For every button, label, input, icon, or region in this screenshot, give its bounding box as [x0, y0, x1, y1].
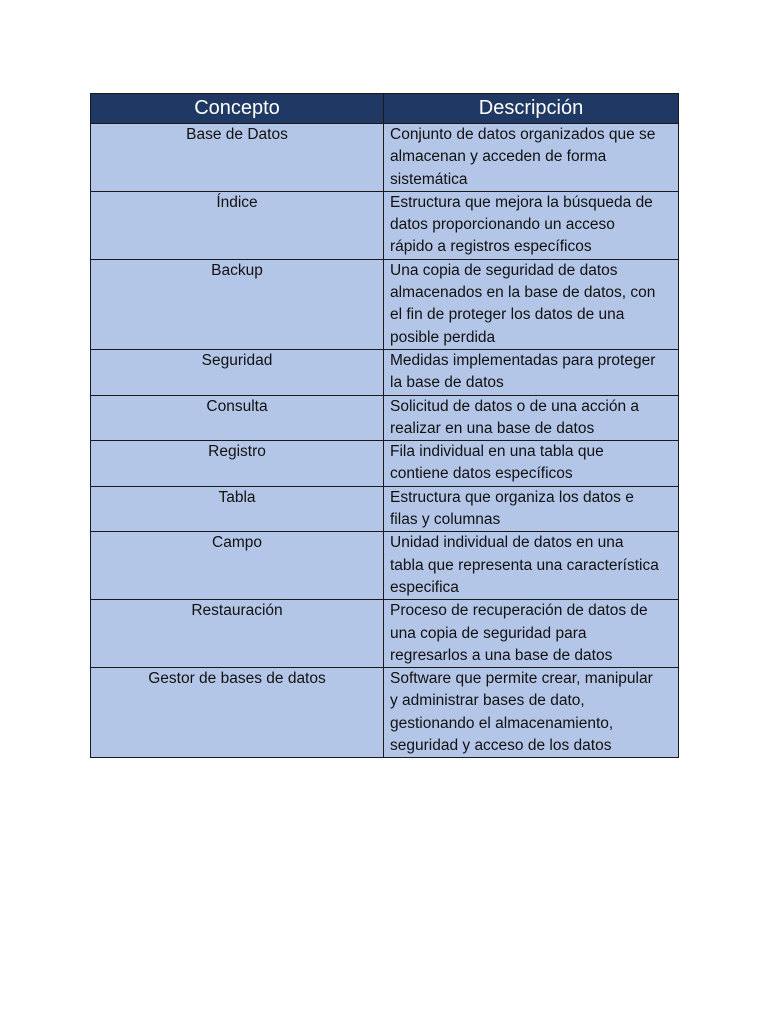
- table-row: [91, 349, 679, 395]
- concept-cell: Consulta: [91, 395, 384, 441]
- description-line: Proceso de recuperación de datos de: [390, 602, 648, 620]
- description-cell: [384, 600, 679, 668]
- description-cell: [384, 532, 679, 600]
- description-line: y administrar bases de dato,: [390, 692, 585, 710]
- table-row: [91, 532, 679, 600]
- description-line: Unidad individual de datos en una: [390, 534, 624, 552]
- description-line: especifica: [390, 578, 459, 596]
- description-line: una copia de seguridad para: [390, 624, 587, 642]
- description-line: Estructura que organiza los datos e: [390, 488, 634, 506]
- description-line: posible perdida: [390, 328, 496, 346]
- description-line: realizar en una base de datos: [390, 419, 595, 437]
- description-line: tabla que representa una característica: [390, 556, 659, 574]
- column-header-descripcion: Descripción: [384, 94, 679, 124]
- description-cell: [384, 191, 679, 259]
- column-header-concepto: Concepto: [91, 94, 384, 124]
- description-line: regresarlos a una base de datos: [390, 646, 613, 664]
- description-cell: [384, 349, 679, 395]
- description-line: filas y columnas: [390, 511, 501, 529]
- table-body: [91, 124, 679, 758]
- description-line: Software que permite crear, manipular: [390, 670, 653, 688]
- table-row: [91, 486, 679, 532]
- concept-cell: Tabla: [91, 486, 384, 532]
- concept-cell: Seguridad: [91, 349, 384, 395]
- table-row: [91, 259, 679, 349]
- concept-cell: Índice: [91, 191, 384, 259]
- description-cell: [384, 441, 679, 487]
- description-line: Conjunto de datos organizados que se: [390, 126, 656, 143]
- description-line: almacenados en la base de datos, con: [390, 284, 656, 302]
- concept-cell: Base de Datos: [91, 124, 384, 192]
- description-cell: [384, 668, 679, 758]
- concept-table: [90, 93, 679, 758]
- concept-cell: Restauración: [91, 600, 384, 668]
- description-line: el fin de proteger los datos de una: [390, 306, 625, 324]
- description-cell: [384, 486, 679, 532]
- description-line: la base de datos: [390, 374, 504, 392]
- concept-cell: Registro: [91, 441, 384, 487]
- concept-table-container: [90, 93, 678, 758]
- table-row: [91, 600, 679, 668]
- description-line: Medidas implementadas para proteger: [390, 351, 656, 369]
- description-line: seguridad y acceso de los datos: [390, 737, 612, 755]
- table-row: [91, 124, 679, 192]
- concept-cell: Gestor de bases de datos: [91, 668, 384, 758]
- description-cell: [384, 395, 679, 441]
- table-row: [91, 191, 679, 259]
- table-row: [91, 668, 679, 758]
- concept-cell: Campo: [91, 532, 384, 600]
- table-row: [91, 395, 679, 441]
- description-cell: [384, 259, 679, 349]
- description-line: Fila individual en una tabla que: [390, 443, 604, 461]
- description-line: contiene datos específicos: [390, 465, 573, 483]
- table-header-row: [91, 94, 679, 124]
- description-line: Una copia de seguridad de datos: [390, 261, 618, 279]
- description-line: Solicitud de datos o de una acción a: [390, 397, 640, 415]
- description-line: rápido a registros específicos: [390, 238, 592, 256]
- description-line: gestionando el almacenamiento,: [390, 714, 614, 732]
- table-row: [91, 441, 679, 487]
- description-line: Estructura que mejora la búsqueda de: [390, 193, 653, 211]
- description-line: datos proporcionando un acceso: [390, 216, 615, 234]
- description-line: sistemática: [390, 170, 468, 188]
- description-line: almacenan y acceden de forma: [390, 148, 607, 166]
- concept-cell: Backup: [91, 259, 384, 349]
- description-cell: [384, 124, 679, 192]
